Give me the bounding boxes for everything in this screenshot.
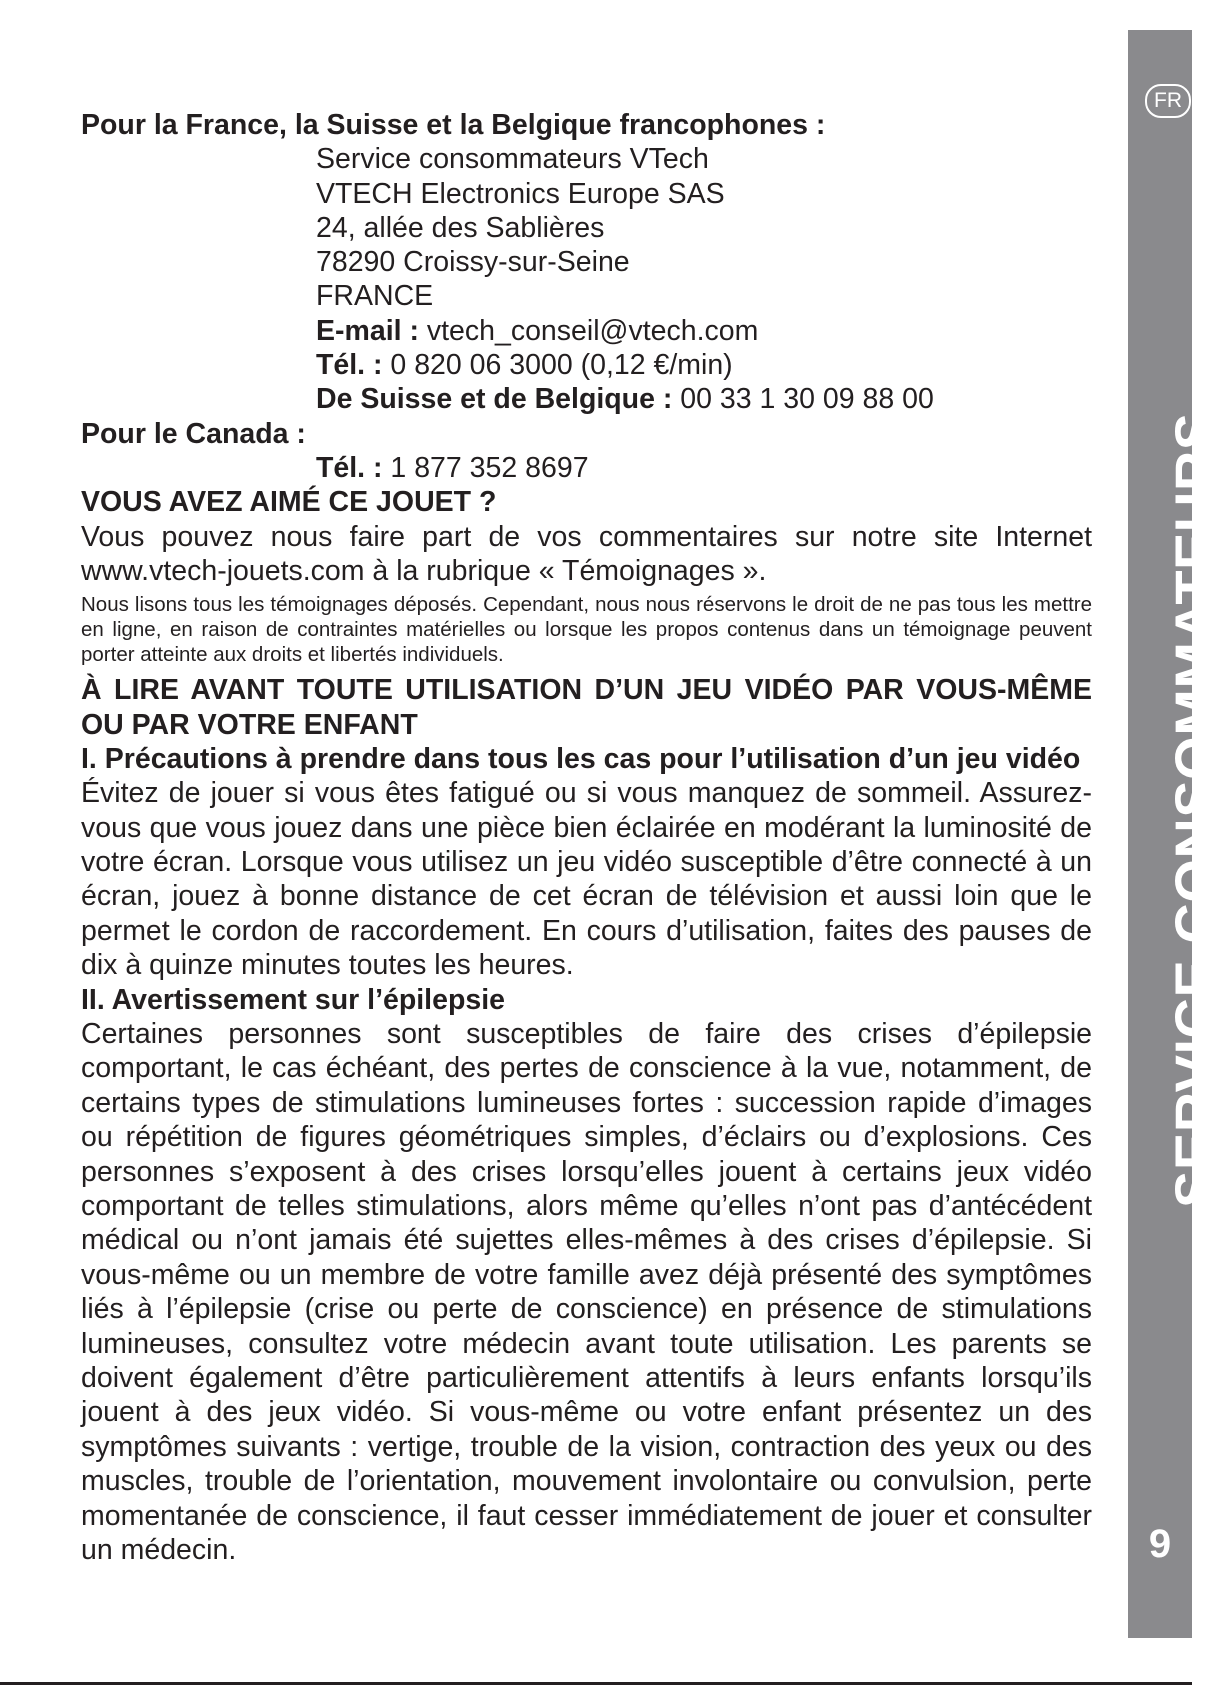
- section1-text: Évitez de jouer si vous êtes fatigué ou si vous manquez de sommeil. Assurez-vous que vous jouez dans une pièce bien éclairée en modérant la luminosité de votre écran. Lorsque vous utilisez un jeu vidéo susceptible d’être connecté à un écran, jouez à bonne distance de cet écran de télévision et aussi loin que le permet le cordon de raccordement. En cours d’utilisation, faites des pauses de dix à quinze minutes toutes les heures.: [81, 777, 1092, 982]
- canada-phone-value: 1 877 352 8697: [382, 451, 589, 484]
- section2-title: II. Avertissement sur l’épilepsie: [81, 983, 505, 1016]
- liked-heading: VOUS AVEZ AIMÉ CE JOUET ?: [81, 486, 497, 519]
- email-line: [81, 314, 1092, 348]
- address-line: 78290 Croissy-sur-Seine: [316, 246, 630, 279]
- france-heading: Pour la France, la Suisse et la Belgique francophones :: [81, 109, 826, 141]
- canada-heading: Pour le Canada :: [81, 417, 306, 450]
- section2-text: Certaines personnes sont susceptibles de faire des crises d’épilepsie comportant, le cas échéant, des pertes de conscience à la vue, notamment, de certains types de stimulations lumineuses fortes : succession rapide d’images ou répétition de figures géométriques simples, d’éclairs ou d’explosions. Ces personnes s’exposent à des crises lorsqu’elles jouent à certains jeux vidéo comportant de telles stimulations, alors même qu’elles n’ont pas d’antécédent médical ou n’ont jamais été sujettes elles-mêmes à des crises d’épilepsie. Si vous-même ou un membre de votre famille avez déjà présenté des symptômes liés à l’épilepsie (crise ou perte de conscience) en présence de stimulations lumineuses, consultez votre médecin avant toute utilisation. Les parents se doivent également d’être particulièrement attentifs à leurs enfants lorsqu’ils jouent à des jeux vidéo. Si vous-même ou votre enfant présentez un des symptômes suivants : vertige, trouble de la vision, contraction des yeux ou des muscles, trouble de l’orientation, mouvement involontaire ou convulsion, perte momentanée de conscience, il faut cesser immédiatement de jouer et consulter un médecin.: [81, 1018, 1092, 1567]
- main-content: [81, 108, 1092, 1568]
- address-line: Service consommateurs VTech: [316, 143, 709, 176]
- section1-title: I. Précautions à prendre dans tous les cas pour l’utilisation d’un jeu vidéo: [81, 742, 1081, 775]
- sidebar-title: SERVICE CONSOMMATEURS: [1163, 412, 1226, 1208]
- intl-phone-line: [81, 382, 1092, 416]
- intl-phone-label: De Suisse et de Belgique :: [316, 383, 673, 416]
- email-label: E-mail :: [316, 314, 419, 347]
- address-line: VTECH Electronics Europe SAS: [316, 177, 725, 210]
- page-number: 9: [1148, 1522, 1172, 1566]
- phone-value: 0 820 06 3000 (0,12 €/min): [382, 349, 733, 382]
- language-badge: FR: [1145, 84, 1191, 118]
- liked-text: Vous pouvez nous faire part de vos commentaires sur notre site Internet www.vtech-jouets.com à la rubrique « Témoignages ».: [81, 520, 1092, 587]
- intl-phone-value: 00 33 1 30 09 88 00: [672, 383, 934, 416]
- phone-line: [81, 348, 1092, 382]
- warning-heading: À LIRE AVANT TOUTE UTILISATION D’UN JEU VIDÉO PAR VOUS-MÊME OU PAR VOTRE ENFANT: [81, 674, 1092, 741]
- france-address: [81, 142, 1092, 416]
- phone-label: Tél. :: [316, 349, 383, 382]
- fine-print: Nous lisons tous les témoignages déposés. Cependant, nous nous réservons le droit de ne pas tous les mettre en ligne, en raison de contraintes matérielles ou lorsque les propos contenus dans un témoignage peuvent porter atteinte aux droits et libertés individuels.: [81, 593, 1092, 667]
- address-line: 24, allée des Sablières: [316, 211, 605, 244]
- address-line: FRANCE: [316, 280, 434, 313]
- canada-phone-label: Tél. :: [316, 451, 383, 484]
- email-value: vtech_conseil@vtech.com: [418, 314, 759, 347]
- canada-phone-line: [81, 451, 1092, 485]
